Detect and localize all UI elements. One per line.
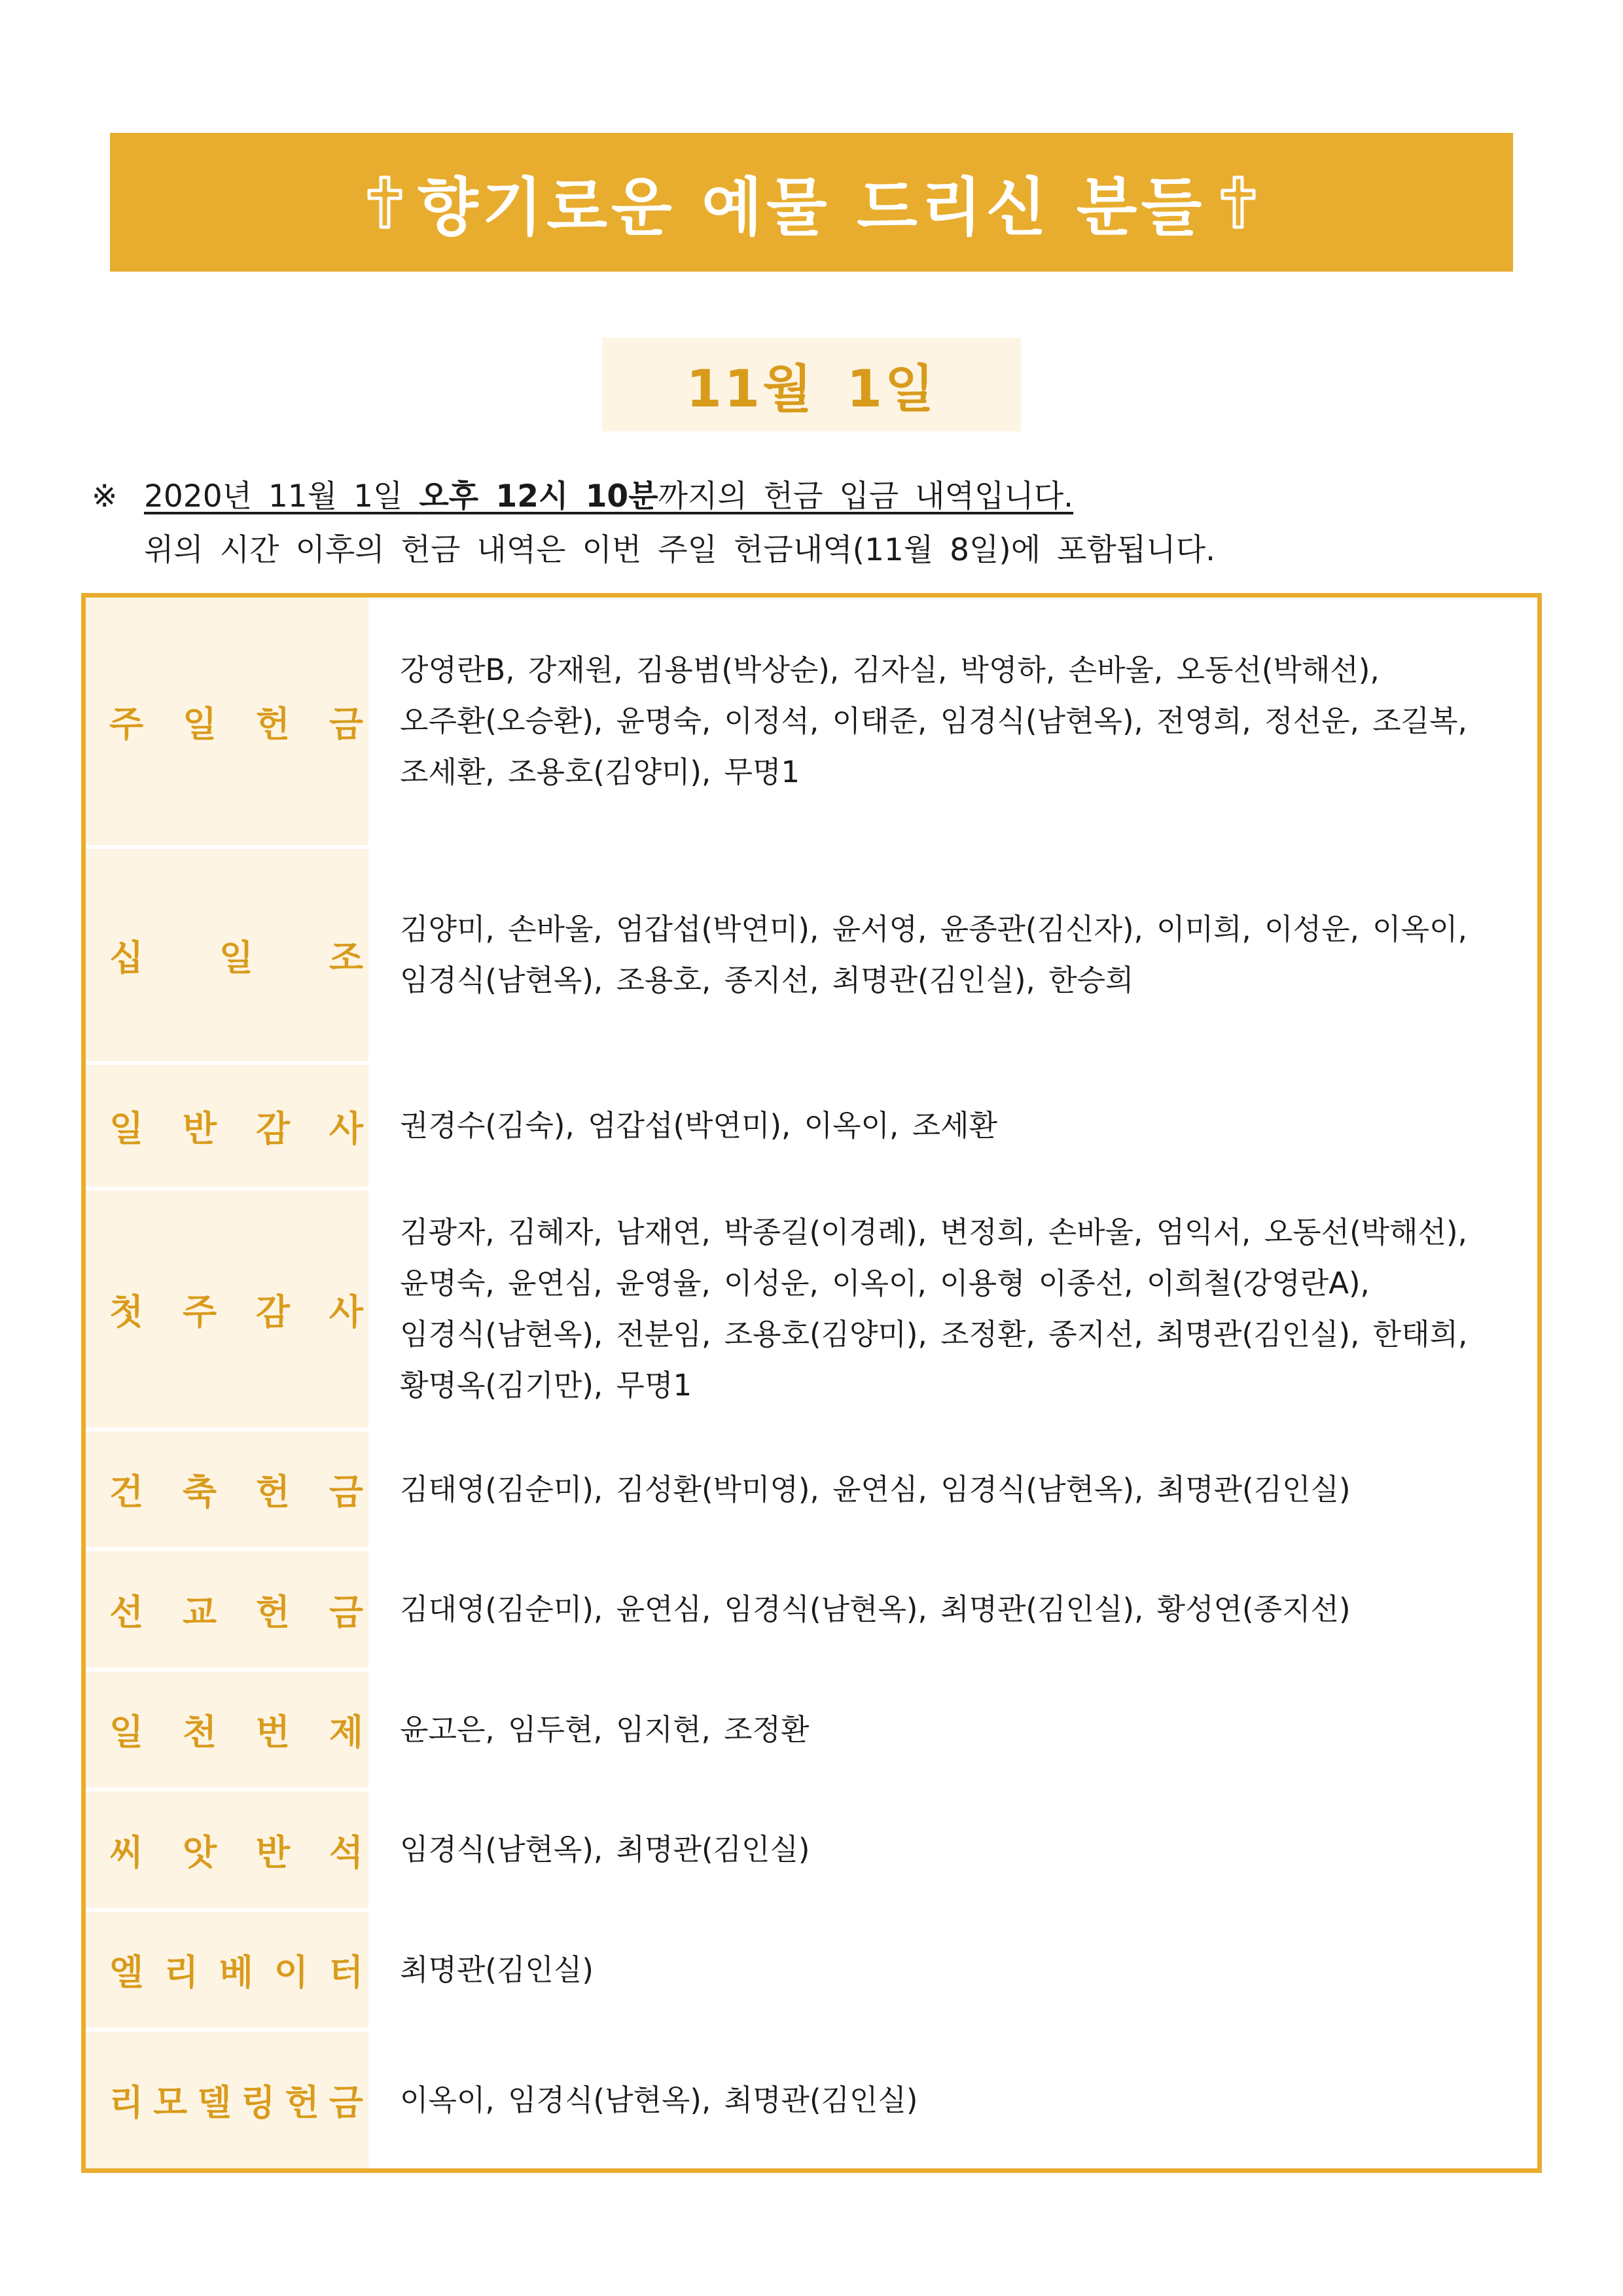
table-row [86, 1551, 1537, 1668]
row-names [368, 1551, 1537, 1668]
notice-time: 오후 12시 10분 [419, 478, 658, 514]
row-label-char: 헌 [255, 1591, 291, 1633]
row-label-char: 건 [109, 1471, 144, 1513]
notice-line-1 [92, 470, 1531, 524]
row-label [86, 598, 368, 845]
row-label-char: 주 [109, 703, 144, 745]
table-row [86, 2032, 1537, 2168]
row-names-line: 이옥이, 임경식(남현옥), 최명관(김인실) [400, 2082, 918, 2117]
row-label-char: 링 [241, 2082, 276, 2123]
row-names [368, 1065, 1537, 1187]
row-names-block [400, 1584, 1351, 1635]
row-names-line: 황명옥(김기만), 무명1 [400, 1368, 692, 1403]
notice-line-2: 위의 시간 이후의 헌금 내역은 이번 주일 헌금내역(11월 8일)에 포함됩니다. [144, 532, 1216, 568]
row-names [368, 1672, 1537, 1787]
row-label-char: 교 [182, 1591, 217, 1633]
row-names-line: 최명관(김인실) [400, 1952, 594, 1987]
row-label-char: 헌 [285, 2082, 319, 2123]
row-label-char: 베 [219, 1952, 254, 1993]
row-label-char: 일 [182, 703, 217, 745]
cross-icon [1220, 175, 1257, 230]
row-label-char: 헌 [255, 703, 291, 745]
row-names-line: 김광자, 김혜자, 남재연, 박종길(이경례), 변정희, 손바울, 엄익서, 오동선(박해선), [400, 1215, 1467, 1249]
row-label-char: 축 [182, 1471, 217, 1513]
row-names [368, 1912, 1537, 2028]
row-names [368, 849, 1537, 1061]
notice-pre: 2020년 11월 1일 [144, 478, 419, 514]
row-names-block [400, 1704, 809, 1755]
row-label-char: 감 [255, 1291, 291, 1333]
row-names-line: 오주환(오승환), 윤명숙, 이정석, 이태준, 임경식(남현옥), 전영희, 정선운, 조길복, [400, 704, 1467, 738]
page-title [366, 158, 1257, 247]
table-row [86, 1065, 1537, 1187]
row-label-char: 일 [109, 1712, 144, 1753]
row-names [368, 2032, 1537, 2168]
row-label-char: 일 [109, 1107, 144, 1149]
notice-post: 까지의 헌금 입금 내역입니다. [658, 478, 1074, 514]
row-label-char: 델 [197, 2082, 232, 2123]
table-row [86, 849, 1537, 1061]
row-names-line: 김태영(김순미), 김성환(박미영), 윤연심, 임경식(남현옥), 최명관(김인실) [400, 1471, 1351, 1507]
row-label-char: 일 [219, 937, 254, 978]
row-label-char: 금 [329, 1591, 363, 1633]
row-names-line: 윤명숙, 윤연심, 윤영율, 이성운, 이옥이, 이용형 이종선, 이희철(강영란A), [400, 1266, 1370, 1300]
row-names [368, 598, 1537, 845]
row-label [86, 1791, 368, 1908]
table-row [86, 1672, 1537, 1787]
row-label-char: 엘 [109, 1952, 144, 1993]
date-box [602, 338, 1021, 431]
row-names-block [400, 1824, 810, 1875]
row-names-line: 조세환, 조용호(김양미), 무명1 [400, 755, 800, 789]
row-label-char: 이 [274, 1952, 309, 1993]
row-names-block [400, 2075, 918, 2126]
row-names [368, 1431, 1537, 1547]
cross-icon [366, 175, 403, 230]
row-label [86, 1551, 368, 1668]
row-label-char: 제 [329, 1712, 363, 1753]
row-label-char: 사 [329, 1291, 363, 1333]
row-label [86, 2032, 368, 2168]
row-label-char: 감 [255, 1107, 291, 1149]
row-label-char: 조 [329, 937, 363, 978]
row-names-line: 윤고은, 임두현, 임지현, 조정환 [400, 1712, 810, 1747]
row-label [86, 1431, 368, 1547]
date-label: 11월 1일 [686, 359, 937, 419]
row-label-char: 앗 [182, 1831, 217, 1873]
table-row [86, 598, 1537, 845]
offering-table [81, 593, 1542, 2173]
table-row [86, 1431, 1537, 1547]
row-names-block [400, 1464, 1351, 1515]
row-label-char: 리 [109, 2082, 144, 2123]
row-names [368, 1191, 1537, 1427]
row-label-char: 금 [329, 2082, 363, 2123]
row-label-char: 씨 [109, 1831, 144, 1873]
row-label-char: 번 [255, 1712, 291, 1753]
row-label [86, 1065, 368, 1187]
row-label-char: 모 [153, 2082, 188, 2123]
page-title-text: 향기로운 예물 드리신 분들 [417, 170, 1206, 244]
row-names-block [400, 1207, 1467, 1411]
row-label-char: 금 [329, 1471, 363, 1513]
row-label-char: 터 [329, 1952, 363, 1993]
row-label [86, 849, 368, 1061]
row-names-block [400, 1100, 997, 1151]
row-names-line: 강영란B, 강재원, 김용범(박상순), 김자실, 박영하, 손바울, 오동선(박해선), [400, 653, 1380, 687]
row-names-line: 김양미, 손바울, 엄갑섭(박연미), 윤서영, 윤종관(김신자), 이미희, 이성운, 이옥이, [400, 912, 1467, 946]
row-label-char: 사 [329, 1107, 363, 1149]
row-label-char: 첫 [109, 1291, 144, 1333]
row-label [86, 1912, 368, 2028]
row-label-char: 십 [109, 937, 144, 978]
row-names-line: 임경식(남현옥), 전분임, 조용호(김양미), 조정환, 종지선, 최명관(김인실), 한태희, [400, 1317, 1468, 1352]
notice-underlined-text [144, 470, 1073, 524]
row-names-line: 임경식(남현옥), 조용호, 종지선, 최명관(김인실), 한승희 [400, 963, 1134, 997]
row-names [368, 1791, 1537, 1908]
row-label-char: 선 [109, 1591, 144, 1633]
row-names-block [400, 645, 1467, 798]
title-banner [110, 133, 1513, 272]
row-label [86, 1672, 368, 1787]
row-names-block [400, 904, 1467, 1006]
row-names-line: 권경수(김숙), 엄갑섭(박연미), 이옥이, 조세환 [400, 1108, 998, 1143]
row-names-line: 김대영(김순미), 윤연심, 임경식(남현옥), 최명관(김인실), 황성연(종지선) [400, 1592, 1351, 1626]
row-label-char: 헌 [255, 1471, 291, 1513]
row-label-char: 반 [182, 1107, 217, 1149]
row-names-line: 임경식(남현옥), 최명관(김인실) [400, 1832, 810, 1867]
row-label-char: 천 [182, 1712, 217, 1753]
table-row [86, 1191, 1537, 1427]
notice [92, 470, 1531, 577]
row-label-char: 석 [329, 1831, 363, 1873]
row-label-char: 금 [329, 703, 363, 745]
row-label-char: 주 [182, 1291, 217, 1333]
table-row [86, 1912, 1537, 2028]
table-row [86, 1791, 1537, 1908]
row-names-block [400, 1945, 594, 1996]
row-label-char: 리 [164, 1952, 199, 1993]
notice-mark: ※ [92, 478, 118, 514]
row-label [86, 1191, 368, 1427]
row-label-char: 반 [255, 1831, 291, 1873]
